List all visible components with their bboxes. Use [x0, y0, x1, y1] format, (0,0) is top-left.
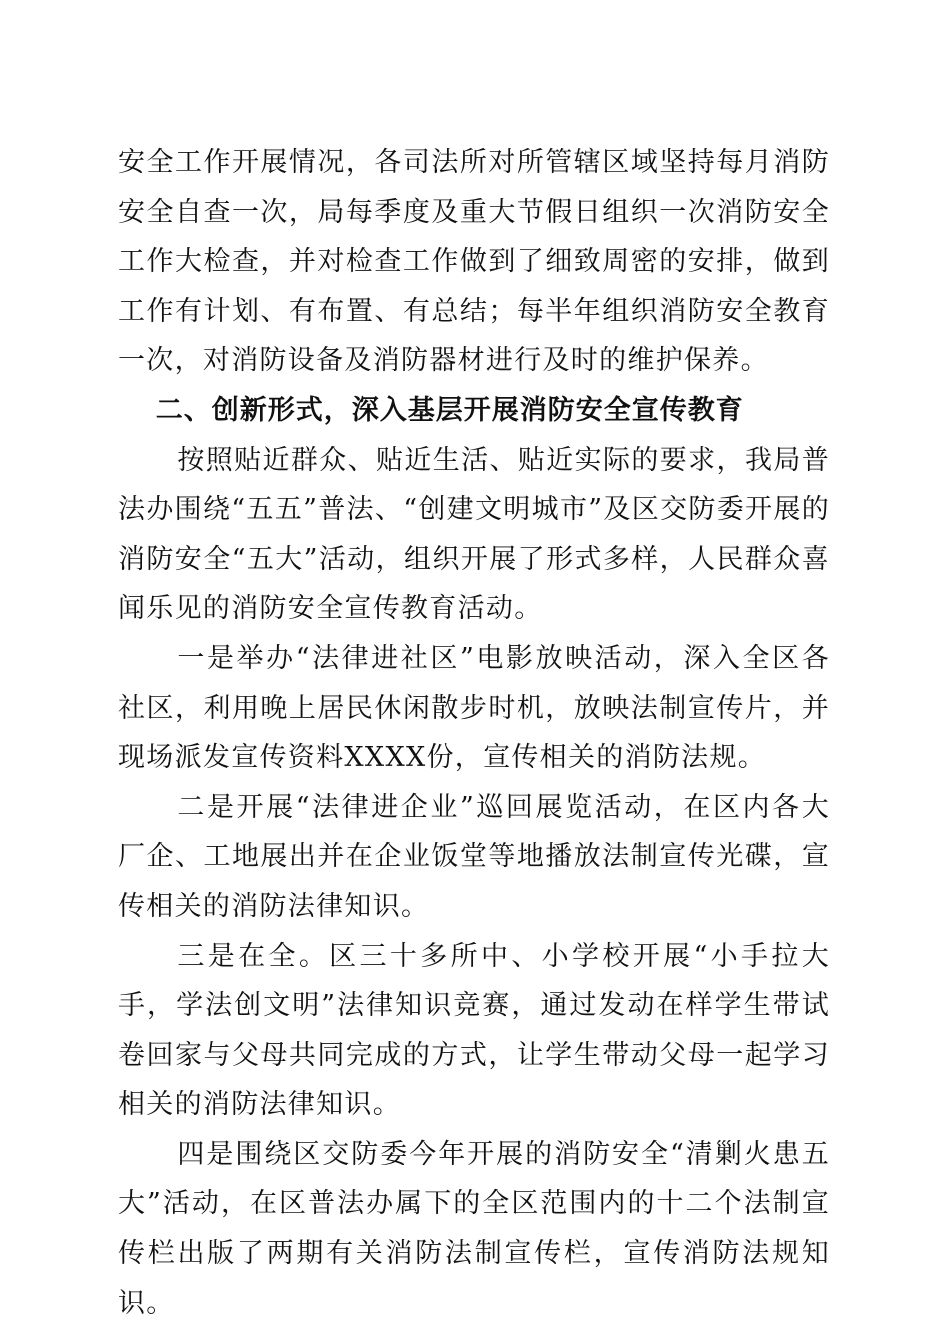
paragraph-intro: 按照贴近群众、贴近生活、贴近实际的要求，我局普法办围绕“五五”普法、“创建文明城市”及区交防委开展的消防安全“五大”活动，组织开展了形式多样，人民群众喜闻乐见的消防安全宣传教育活动。 — [118, 444, 830, 625]
paragraph-continued: 安全工作开展情况，各司法所对所管辖区域坚持每月消防安全自查一次，局每季度及重大节假日组织一次消防安全工作大检查，并对检查工作做到了细致周密的安排，做到工作有计划、有布置、有总结；每半年组织消防安全教育一次，对消防设备及消防器材进行及时的维护保养。 — [118, 147, 830, 377]
section-heading: 二、创新形式，深入基层开展消防安全宣传教育 — [155, 394, 744, 426]
paragraph-four: 四是围绕区交防委今年开展的消防安全“清剿火患五大”活动，在区普法办属下的全区范围内的十二个法制宣传栏出版了两期有关消防法制宣传栏，宣传消防法规知识。 — [118, 1138, 830, 1319]
paragraph-two: 二是开展“法律进企业”巡回展览活动，在区内各大厂企、工地展出并在企业饭堂等地播放法制宣传光碟，宣传相关的消防法律知识。 — [118, 791, 830, 922]
paragraph-one: 一是举办“法律进社区”电影放映活动，深入全区各社区，利用晚上居民休闲散步时机，放映法制宣传片，并现场派发宣传资料XXXX份，宣传相关的消防法规。 — [118, 642, 830, 774]
paragraph-three: 三是在全。区三十多所中、小学校开展“小手拉大手，学法创文明”法律知识竞赛，通过发动在样学生带试卷回家与父母共同完成的方式，让学生带动父母一起学习相关的消防法律知识。 — [118, 940, 830, 1121]
document-body — [118, 138, 830, 1328]
